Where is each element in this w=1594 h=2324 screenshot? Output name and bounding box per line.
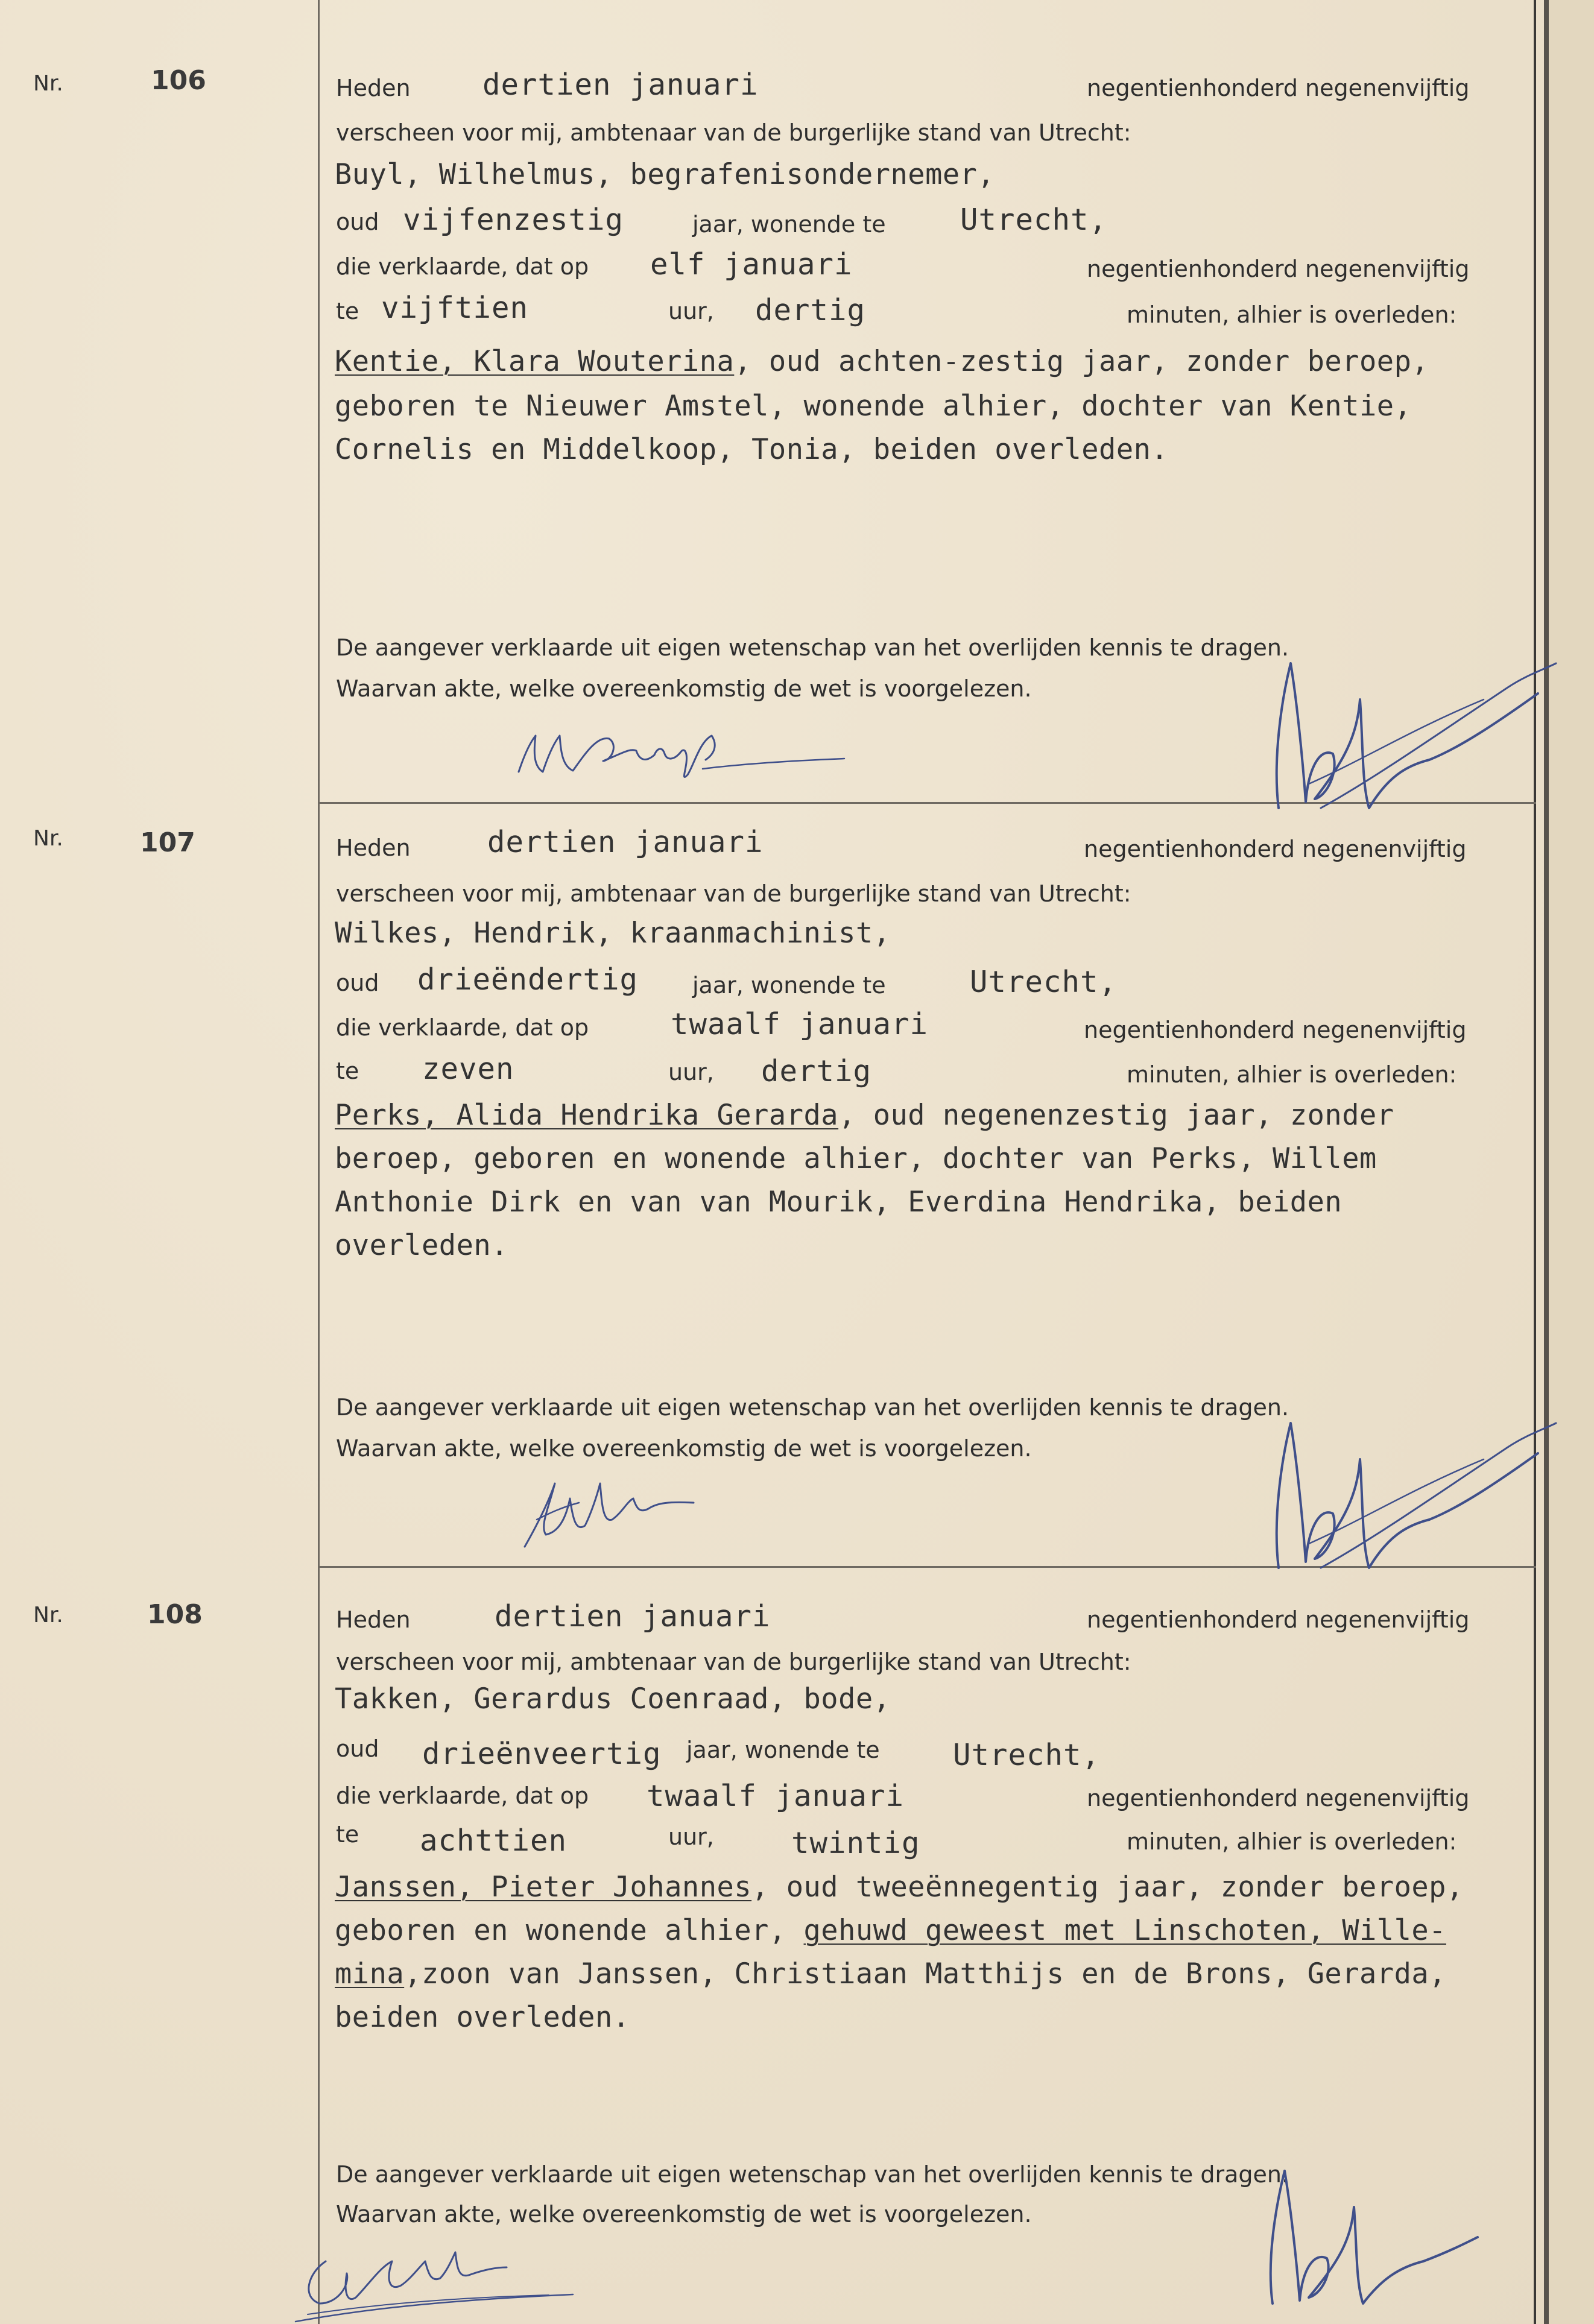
jaar-wonende-label: jaar, wonende te	[692, 972, 886, 999]
record-date: dertien januari	[482, 68, 759, 102]
waarvan-statement: Waarvan akte, welke overeenkomstig de wet is voorgelezen.	[336, 2201, 1032, 2228]
uur-label: uur,	[668, 298, 714, 324]
te-label: te	[336, 298, 359, 324]
nr-label: Nr.	[33, 826, 63, 851]
te-label: te	[336, 1821, 359, 1848]
verscheen-text: verscheen voor mij, ambtenaar van de burgerlijke stand van Utrecht:	[336, 880, 1131, 907]
deceased-line-4: overleden.	[335, 1229, 508, 1262]
uur-label: uur,	[668, 1824, 714, 1850]
heden-label: Heden	[336, 1606, 411, 1633]
death-hour: zeven	[422, 1052, 514, 1086]
verklaarde-label: die verklaarde, dat op	[336, 253, 589, 280]
deceased-name: Janssen, Pieter Johannes	[335, 1871, 752, 1904]
deceased-name: Perks, Alida Hendrika Gerarda	[335, 1099, 839, 1132]
jaar-wonende-label: jaar, wonende te	[686, 1737, 880, 1763]
margin-rule	[318, 0, 320, 2324]
verscheen-text: verscheen voor mij, ambtenaar van de burgerlijke stand van Utrecht:	[336, 119, 1131, 146]
deceased-line-2	[335, 1914, 1446, 1947]
deceased-line-3	[335, 1957, 1446, 1991]
oud-label: oud	[336, 1735, 379, 1762]
deceased-details: , oud tweeënnegentig jaar, zonder beroep,	[751, 1871, 1464, 1904]
death-date: twaalf januari	[647, 1779, 905, 1813]
death-minutes: twintig	[791, 1826, 920, 1860]
century-text: negentienhonderd negenenvijftig	[1087, 256, 1470, 282]
right-rule	[1534, 0, 1536, 2324]
deceased-line-3: Anthonie Dirk en van van Mourik, Everdina Hendrika, beiden	[335, 1186, 1343, 1219]
death-date: twaalf januari	[671, 1007, 929, 1041]
death-minutes: dertig	[761, 1054, 872, 1088]
oud-label: oud	[336, 970, 379, 996]
deceased-name: Kentie, Klara Wouterina	[335, 345, 735, 378]
parents-text: ,zoon van Janssen, Christiaan Matthijs en de Brons, Gerarda,	[404, 1957, 1446, 1991]
death-date: elf januari	[650, 247, 853, 282]
verklaarde-label: die verklaarde, dat op	[336, 1014, 589, 1041]
nr-label: Nr.	[33, 1603, 63, 1628]
century-text: negentienhonderd negenenvijftig	[1084, 1017, 1467, 1043]
official-signature	[1254, 627, 1568, 826]
waarvan-statement: Waarvan akte, welke overeenkomstig de wet is voorgelezen.	[336, 1435, 1032, 1462]
page-edge	[1549, 0, 1594, 2324]
official-signature	[1254, 1387, 1568, 1586]
spouse-text: gehuwd geweest met Linschoten, Wille-	[803, 1914, 1446, 1947]
deceased-line-1	[335, 1871, 1464, 1904]
century-text: negentienhonderd negenenvijftig	[1084, 836, 1467, 862]
deceased-details: , oud achten-zestig jaar, zonder beroep,	[734, 345, 1429, 378]
waarvan-statement: Waarvan akte, welke overeenkomstig de wet is voorgelezen.	[336, 675, 1032, 702]
century-text: negentienhonderd negenenvijftig	[1087, 75, 1470, 101]
minuten-label: minuten, alhier is overleden:	[1127, 1828, 1457, 1855]
te-label: te	[336, 1058, 359, 1084]
deceased-line-2: geboren te Nieuwer Amstel, wonende alhier, dochter van Kentie,	[335, 390, 1412, 423]
heden-label: Heden	[336, 835, 411, 861]
declarant: Takken, Gerardus Coenraad, bode,	[335, 1682, 891, 1716]
declarant: Buyl, Wilhelmus, begrafenisondernemer,	[335, 158, 995, 191]
minuten-label: minuten, alhier is overleden:	[1127, 302, 1457, 328]
minuten-label: minuten, alhier is overleden:	[1127, 1061, 1457, 1088]
record-date: dertien januari	[495, 1599, 771, 1634]
declarant-age: drieëndertig	[417, 962, 639, 997]
declarant-residence: Utrecht,	[953, 1738, 1101, 1772]
deceased-line-1	[335, 345, 1429, 378]
deceased-line-3: Cornelis en Middelkoop, Tonia, beiden overleden.	[335, 433, 1169, 466]
death-hour: vijftien	[381, 291, 529, 325]
declarant-residence: Utrecht,	[960, 203, 1108, 237]
declarant: Wilkes, Hendrik, kraanmachinist,	[335, 917, 891, 950]
deceased-line-2: beroep, geboren en wonende alhier, dochter van Perks, Willem	[335, 1142, 1377, 1175]
century-text: negentienhonderd negenenvijftig	[1087, 1606, 1470, 1633]
declarant-signature	[507, 718, 868, 784]
deceased-details: , oud negenenzestig jaar, zonder	[838, 1099, 1394, 1132]
declarant-age: drieënveertig	[422, 1737, 662, 1771]
verklaarde-label: die verklaarde, dat op	[336, 1782, 589, 1809]
declarant-residence: Utrecht,	[970, 965, 1118, 999]
jaar-wonende-label: jaar, wonende te	[692, 211, 886, 238]
verscheen-text: verscheen voor mij, ambtenaar van de burgerlijke stand van Utrecht:	[336, 1649, 1131, 1675]
deceased-birth-text: geboren en wonende alhier,	[335, 1914, 804, 1947]
declarant-signature	[289, 2237, 603, 2324]
declarant-signature	[513, 1465, 718, 1556]
entry-number: 108	[147, 1599, 203, 1630]
deceased-line-1	[335, 1099, 1394, 1132]
official-signature	[1248, 2141, 1538, 2322]
aangever-statement: De aangever verklaarde uit eigen wetenschap van het overlijden kennis te dragen.	[336, 2161, 1289, 2188]
aangever-statement: De aangever verklaarde uit eigen wetenschap van het overlijden kennis te dragen.	[336, 634, 1289, 661]
entry-number: 106	[151, 65, 206, 96]
century-text: negentienhonderd negenenvijftig	[1087, 1785, 1470, 1811]
nr-label: Nr.	[33, 71, 63, 96]
aangever-statement: De aangever verklaarde uit eigen wetenschap van het overlijden kennis te dragen.	[336, 1394, 1289, 1421]
heden-label: Heden	[336, 75, 411, 101]
death-minutes: dertig	[755, 293, 866, 327]
entry-number: 107	[140, 827, 195, 858]
declarant-age: vijfenzestig	[403, 203, 624, 237]
deceased-line-4: beiden overleden.	[335, 2001, 630, 2034]
death-hour: achttien	[420, 1824, 568, 1858]
uur-label: uur,	[668, 1059, 714, 1085]
right-rule-thick	[1544, 0, 1549, 2324]
oud-label: oud	[336, 209, 379, 235]
spouse-text-continued: mina	[335, 1957, 405, 1991]
record-date: dertien januari	[487, 825, 764, 859]
